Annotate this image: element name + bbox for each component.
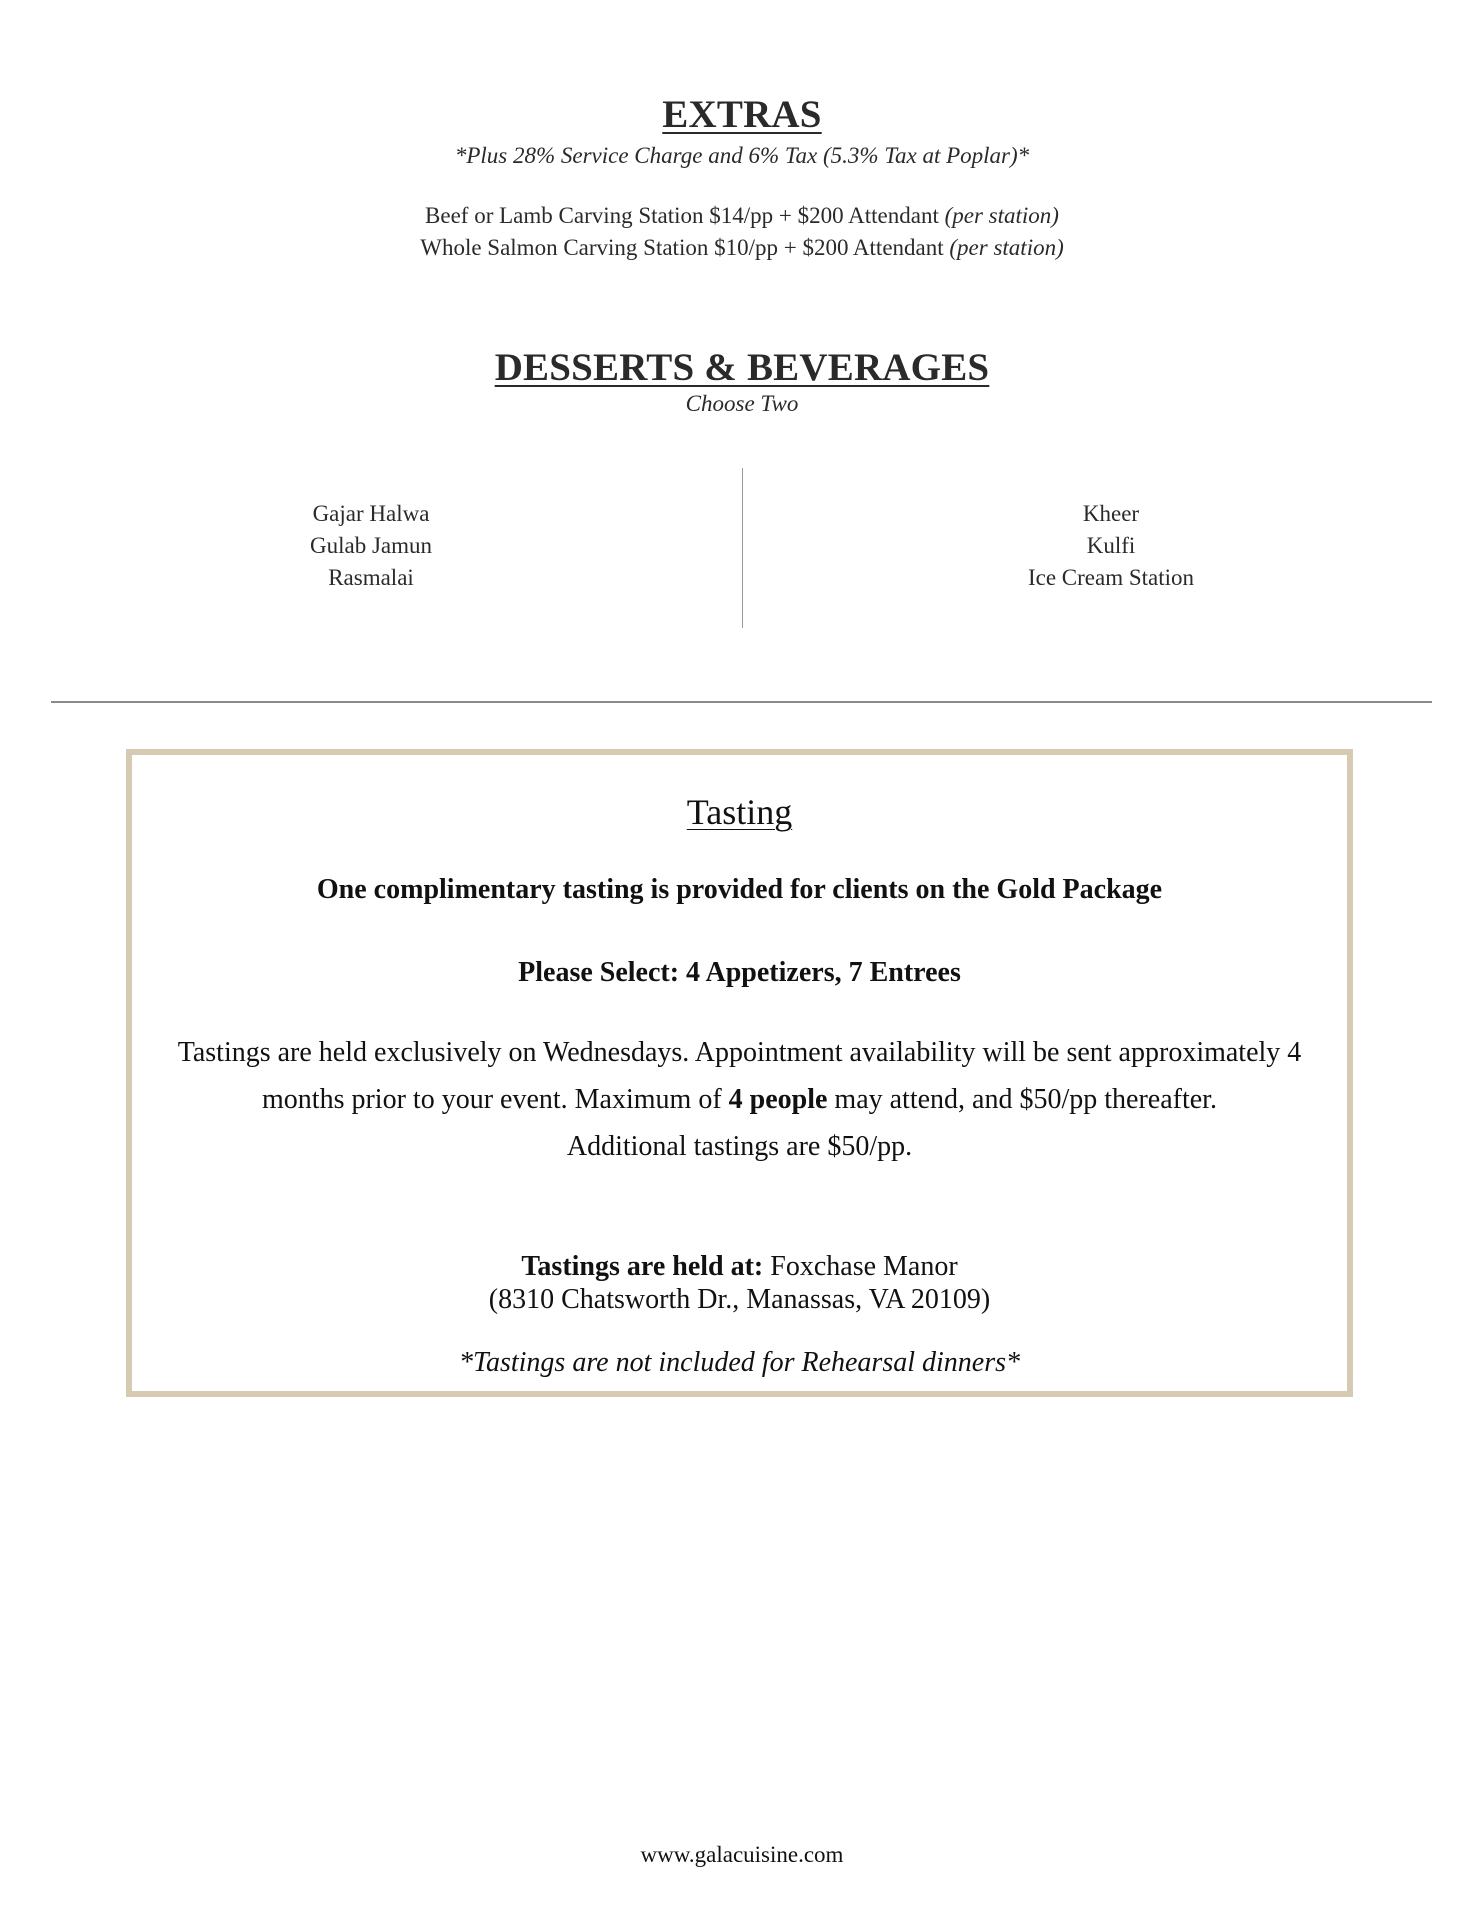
dessert-item: Gulab Jamun <box>309 533 432 558</box>
dessert-item: Kulfi <box>1086 533 1136 558</box>
tasting-complimentary: One complimentary tasting is provided for clients on the Gold Package <box>316 874 1163 905</box>
column-divider <box>742 468 743 628</box>
dessert-item: Gajar Halwa <box>312 501 430 526</box>
extras-item-text: Whole Salmon Carving Station $10/pp + $200 Attendant <box>420 235 950 260</box>
tasting-additional: Additional tastings are $50/pp. <box>566 1131 913 1162</box>
extras-item-text: Beef or Lamb Carving Station $14/pp + $200 Attendant <box>425 203 945 228</box>
extras-item-qualifier: (per station) <box>944 203 1059 228</box>
dessert-list-left <box>171 498 571 594</box>
footer-website[interactable]: www.galacuisine.com <box>640 1842 844 1867</box>
extras-title: EXTRAS <box>662 93 822 136</box>
tasting-location-name: Foxchase Manor <box>763 1251 958 1282</box>
rehearsal-note: *Tastings are not included for Rehearsal dinners* <box>458 1347 1021 1378</box>
extras-item <box>0 200 1484 232</box>
extras-item <box>0 232 1484 264</box>
tasting-location-label: Tastings are held at: <box>521 1251 764 1282</box>
tasting-select: Please Select: 4 Appetizers, 7 Entrees <box>518 957 961 988</box>
tasting-title: Tasting <box>686 792 793 832</box>
dessert-item: Rasmalai <box>328 565 414 590</box>
desserts-title: DESSERTS & BEVERAGES <box>494 346 990 389</box>
tasting-location <box>132 1250 1347 1316</box>
dessert-list-right <box>911 498 1311 594</box>
tasting-location-address: (8310 Chatsworth Dr., Manassas, VA 20109) <box>488 1284 991 1315</box>
tasting-details-text: Tastings are held exclusively on Wednesdays. Appointment availability will be sent approximately 4 months prior to your event. Maximum of <box>177 1037 1302 1115</box>
tasting-box <box>126 749 1353 1397</box>
tasting-details-text: may attend, and $50/pp thereafter. <box>827 1084 1217 1115</box>
service-charge-note: *Plus 28% Service Charge and 6% Tax (5.3% Tax at Poplar)* <box>454 143 1030 168</box>
extras-item-qualifier: (per station) <box>949 235 1064 260</box>
desserts-subtitle: Choose Two <box>685 391 799 416</box>
tasting-details <box>132 1029 1347 1170</box>
dessert-item: Ice Cream Station <box>1027 565 1195 590</box>
dessert-item: Kheer <box>1082 501 1140 526</box>
section-divider <box>51 701 1432 703</box>
tasting-max-people: 4 people <box>728 1084 828 1115</box>
